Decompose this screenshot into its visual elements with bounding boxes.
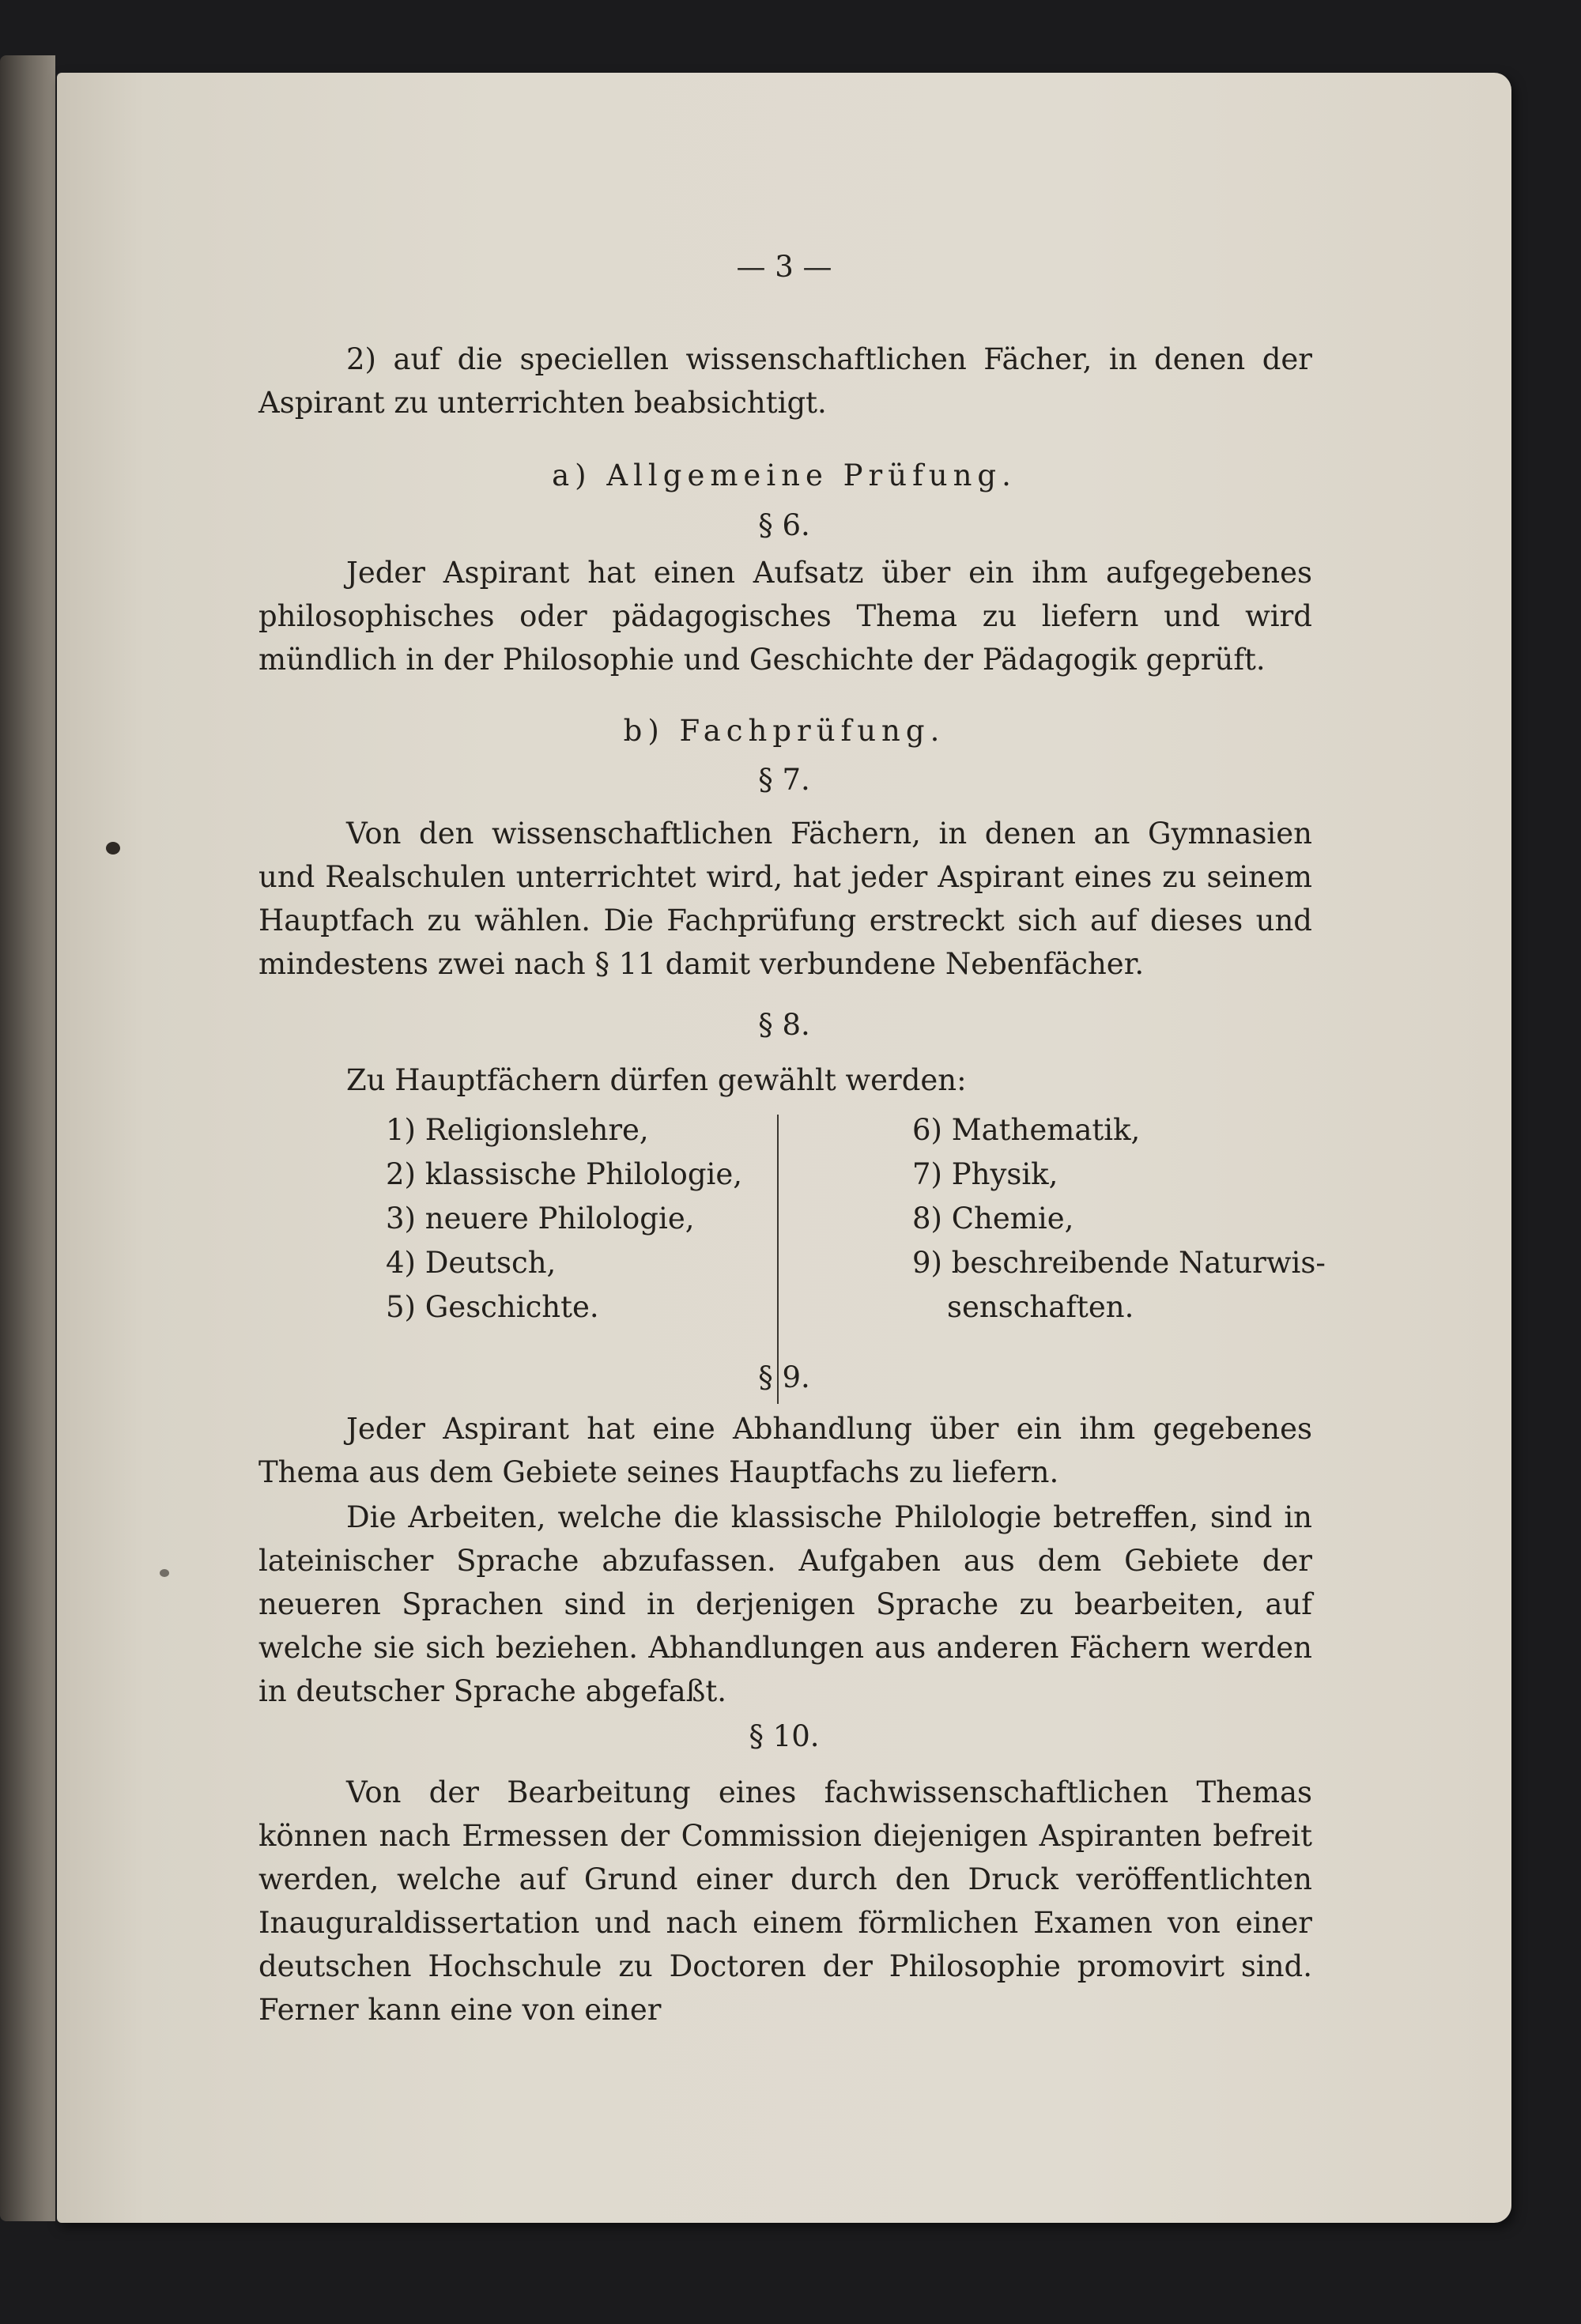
continuation-paragraph: 2) auf die speciellen wissenschaftlichen Fächer, in denen der Aspirant zu unterrichten beabsichtigt. [258,342,1312,420]
section-9-heading: § 9. [758,1360,810,1394]
page-number: — 3 — [736,250,832,284]
list-item-right: 7) Physik, [912,1157,1058,1191]
section-7-heading: § 7. [758,763,810,797]
list-item-left: 1) Religionslehre, [386,1113,649,1147]
document-page [57,73,1511,2223]
section-10-text: Von der Bearbeitung eines fachwissenschaftlichen Themas können nach Ermessen der Commission diejenigen Aspiranten befreit werden, welche auf Grund einer durch den Druck veröffentlichten Inauguraldissertation und nach einem förmlichen Examen von einer deutschen Hochschule zu Doctoren der Philosophie promovirt sind. Ferner kann eine von einer [258,1775,1312,2027]
section-10-heading: § 10. [749,1719,820,1753]
subsection-a-heading: a) Allgemeine Prüfung. [552,458,1017,492]
section-7-text: Von den wissenschaftlichen Fächern, in denen an Gymnasien und Realschulen unterrichtet wird, hat jeder Aspirant eines zu seinem Hauptfach zu wählen. Die Fachprüfung erstreckt sich auf dieses und mindestens zwei nach § 11 damit verbundene Nebenfächer. [258,817,1312,981]
list-item-right: 6) Mathematik, [912,1113,1141,1147]
page-text [57,73,1511,2223]
list-item-left: 4) Deutsch, [386,1246,557,1280]
adjacent-page-edge [0,55,55,2221]
list-item-right: 8) Chemie, [912,1202,1074,1236]
list-item-right: 9) beschreibende Naturwis- [912,1246,1326,1280]
section-6-heading: § 6. [758,508,810,542]
subsection-b-heading: b) Fachprüfung. [623,714,945,748]
list-item-left: 3) neuere Philologie, [386,1202,695,1236]
section-8-heading: § 8. [758,1008,810,1042]
section-6-text: Jeder Aspirant hat einen Aufsatz über ein ihm aufgegebenes philosophisches oder pädagogisches Thema zu liefern und wird mündlich in der Philosophie und Geschichte der Pädagogik geprüft. [258,556,1312,677]
list-item-right: senschaften. [947,1290,1134,1324]
section-8-intro: Zu Hauptfächern dürfen gewählt werden: [346,1063,967,1097]
list-item-left: 2) klassische Philologie, [386,1157,743,1191]
section-9-paragraph-2: Die Arbeiten, welche die klassische Philologie betreffen, sind in lateinischer Sprache abzufassen. Aufgaben aus dem Gebiete der neueren Sprachen sind in derjenigen Sprache zu bearbeiten, auf welche sie sich beziehen. Abhandlungen aus anderen Fächern werden in deutscher Sprache abgefaßt. [258,1500,1312,1708]
section-9-paragraph-1: Jeder Aspirant hat eine Abhandlung über ein ihm gegebenes Thema aus dem Gebiete seines Hauptfachs zu liefern. [258,1412,1312,1489]
list-item-left: 5) Geschichte. [386,1290,599,1324]
